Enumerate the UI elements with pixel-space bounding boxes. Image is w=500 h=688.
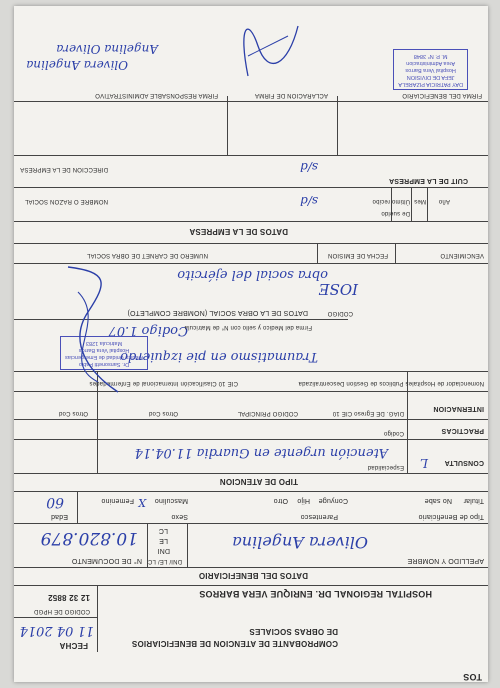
- edad-value: 60: [46, 494, 64, 510]
- admin-stamp-line1: DAY PATRICIA PIZARELA: [398, 81, 463, 87]
- diag-label: DIAG. DE Egreso CIE 10: [332, 410, 404, 416]
- nro-doc-label: N° DE DOCUMENTO: [71, 557, 142, 564]
- nro-doc-value: 10.820.879: [40, 528, 138, 548]
- fecha-value: 11 04 2014: [19, 623, 94, 638]
- codigo-principal-label: CODIGO PRINCIPAL: [237, 410, 298, 416]
- firma-medico-label: Firma del Medico y sello con N° de Matricula: [184, 324, 312, 330]
- apellido-label: APELLIDO Y NOMBRE: [407, 557, 484, 564]
- codigo-os-label: CODIGO: [327, 310, 353, 316]
- vencimiento-label: VENCIMIENTO: [440, 252, 484, 258]
- apellido-value: Olivera Angelina: [232, 533, 368, 552]
- medico-stamp-line3: Hospital Vera Barros: [78, 347, 130, 353]
- corner-code: TOS: [463, 672, 482, 682]
- obra-social-extra: obra social del ejército: [177, 267, 328, 282]
- codigo-hpgd-value: 12 32 8852: [47, 593, 90, 602]
- especialidad-label: Especialidad: [367, 464, 404, 470]
- aclaracion-label: ACLARACION DE FIRMA: [254, 92, 328, 98]
- beneficiario-signature: Olivera Angelina: [26, 58, 128, 72]
- sexo-label: Sexo: [171, 513, 188, 520]
- codigo-diag-value: Codigo 1.07: [108, 323, 188, 338]
- empresa-section-title: DATOS DE LA EMPRESA: [189, 227, 288, 236]
- atencion-section-title: TIPO DE ATENCION: [219, 477, 298, 486]
- no-sabe-label: No sabe: [424, 497, 452, 504]
- conyuge-label: Conyuge: [318, 497, 348, 504]
- medico-stamp-line1: Dr. Sansonetti Pablo: [78, 361, 130, 367]
- ultimo-recibo-label: Último recibo: [372, 198, 410, 204]
- razon-social-label: NOMBRE O RAZON SOCIAL: [24, 198, 108, 204]
- diagnostico-value: Traumatismo en pie izquierdo: [120, 349, 318, 364]
- otros-cod-label-right: Otros Cod: [58, 410, 88, 416]
- consulta-label: CONSULTA: [444, 459, 484, 466]
- sexo-mark: X: [138, 496, 146, 509]
- parentesco-label: Parentesco: [300, 513, 338, 520]
- consulta-mark: L: [420, 456, 428, 470]
- nomenclador-note: Nomenclador de Hospitales Publicos de Gestion Descentralizada: [298, 380, 484, 386]
- medico-stamp-line2: Medico Unidad de Emergencias: [65, 354, 143, 360]
- razon-social-value: s/d: [300, 194, 318, 208]
- medico-signature: [48, 262, 128, 402]
- admin-stamp-line2: JEFA DE DIVISION: [406, 74, 455, 80]
- practicas-label: PRACTICAS: [441, 427, 484, 434]
- tipo-doc-dni: DNI: [157, 547, 170, 554]
- anio-label: Año: [438, 198, 450, 204]
- nro-carnet-label: NUMERO DE CARNET DE OBRA SOCIAL: [86, 252, 208, 258]
- form-subtitle: DE OBRAS SOCIALES: [249, 627, 338, 636]
- responsable-label: FIRMA RESPONSABLE ADMINISTRATIVO: [95, 92, 218, 98]
- tipo-doc-lc: LC: [158, 527, 168, 534]
- obra-social-value: IOSE: [318, 280, 358, 298]
- tipo-doc-label: DNI/ LE/ LC: [147, 558, 182, 564]
- direccion-label: DIRECCION DE LA EMPRESA: [20, 166, 108, 172]
- cie-note: CIE 10 Clasificación Internacional de Enfermedades: [89, 380, 238, 386]
- beneficiario-section-title: DATOS DEL BENEFICIARIO: [198, 571, 308, 580]
- tipo-benef-label: Tipo de Beneficiario: [418, 513, 484, 520]
- admin-stamp-line5: M. P. N° 3848: [413, 53, 448, 59]
- otro-label: Otro: [273, 497, 288, 504]
- internacion-label: INTERNACION: [433, 405, 484, 412]
- otros-cod-label: Otros Cod: [148, 410, 178, 416]
- form-title: COMPROBANTE DE ATENCION DE BENEFICIARIOS: [131, 639, 338, 648]
- beneficiary-form: [14, 6, 488, 682]
- obra-social-label: DATOS DE LA OBRA SOCIAL (NOMBRE COMPLETO): [127, 309, 308, 316]
- admin-stamp-line4: Area Administracion: [406, 60, 456, 66]
- masculino-label: Masculino: [154, 497, 188, 504]
- admin-stamp: [393, 49, 468, 90]
- titular-label: Titular: [463, 497, 484, 504]
- codigo-label: Codigo: [383, 430, 404, 436]
- medico-stamp-line4: Matricula 1283: [85, 340, 123, 346]
- direccion-value: s/d: [300, 160, 318, 174]
- hospital-name: HOSPITAL REGIONAL DR. ENRIQUE VERA BARROS: [199, 589, 432, 599]
- cuit-label: CUIT DE LA EMPRESA: [388, 177, 468, 184]
- admin-stamp-line3: Hospital Vera Barros: [405, 67, 456, 73]
- de-sueldo-label: De sueldo: [381, 210, 410, 216]
- edad-label: Edad: [50, 513, 68, 520]
- fecha-emision-label: FECHA DE EMISION: [327, 252, 388, 258]
- mes-label: Mes: [414, 198, 426, 204]
- consulta-value: Atención urgente en Guardia 11.04.14: [134, 445, 388, 460]
- responsable-signature: [228, 16, 308, 86]
- aclaracion-signature: Angelina Olivera: [56, 42, 158, 56]
- tipo-doc-le: LE: [159, 537, 168, 544]
- hijo-label: Hijo: [297, 497, 310, 504]
- femenino-label: Femenino: [101, 497, 134, 504]
- fecha-label: FECHA: [59, 641, 88, 650]
- codigo-hpgd-label: CODIGO DE HPGD: [33, 608, 90, 614]
- firma-beneficiario-label: FIRMA DEL BENEFICIARIO: [402, 92, 482, 98]
